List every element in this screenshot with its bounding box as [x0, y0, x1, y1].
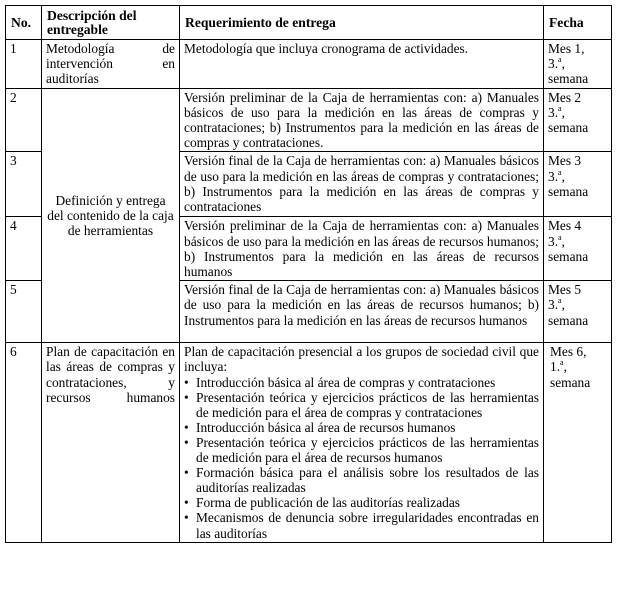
bullet-icon: •: [184, 435, 189, 451]
row-number: 2: [6, 88, 42, 152]
list-item: [184, 465, 539, 496]
row-requerimiento: Versión preliminar de la Caja de herramientas con: a) Manuales básicos de uso para la medición en las áreas de compras y contrataciones; b) Instrumentos para la medición en las áreas de compras y contrataciones.: [180, 88, 544, 152]
bullet-icon: •: [184, 465, 189, 481]
row-requerimiento: Versión final de la Caja de herramientas con: a) Manuales básicos de uso para la medición en las áreas de compras y contrataciones; b) Instrumentos para la medición en las áreas de compras y contrataciones: [180, 152, 544, 217]
header-requerimiento: Requerimiento de entrega: [180, 6, 544, 40]
row-descripcion: Plan de capacitación en las áreas de compras y contrataciones, y recursos humanos: [42, 343, 180, 542]
fecha-ordinal-sup: a: [558, 296, 562, 306]
requerimiento-intro: Plan de capacitación presencial a los grupos de sociedad civil que incluya:: [184, 344, 539, 375]
row-fecha: [544, 343, 612, 542]
fecha-mes: Mes 4: [548, 218, 582, 234]
bullet-icon: •: [184, 389, 189, 405]
table-row: [6, 343, 612, 542]
deliverables-table: [5, 5, 612, 543]
fecha-ordinal-sup: a: [558, 55, 562, 65]
fecha-ordinal: 3.: [548, 168, 559, 184]
row-requerimiento: Versión preliminar de la Caja de herramientas con: a) Manuales básicos de uso para la medición en las áreas de recursos humanos; b) Instrumentos para la medición en las áreas de recursos humanos: [180, 217, 544, 281]
row-number: 4: [6, 217, 42, 281]
row-number: 3: [6, 152, 42, 217]
list-item: [184, 374, 539, 390]
row-fecha: [544, 152, 612, 217]
row-fecha: [544, 217, 612, 281]
fecha-semana: , semana: [548, 104, 589, 136]
bullet-icon: •: [184, 374, 189, 390]
fecha-mes: Mes 5: [548, 282, 582, 298]
list-item: [184, 419, 539, 435]
row-requerimiento: Versión final de la Caja de herramientas con: a) Manuales básicos de uso para la medición en las áreas de recursos humanos; b) Instrumentos para la medición en las áreas de recursos humanos: [180, 281, 544, 343]
fecha-semana: , semana: [548, 168, 589, 199]
header-no: No.: [6, 6, 42, 40]
fecha-semana: , semana: [548, 56, 589, 87]
list-item-text: Presentación teórica y ejercicios prácticos de las herramientas de medición para el área de compras y contrataciones: [196, 389, 539, 420]
header-descripcion: Descripción del entregable: [42, 6, 180, 40]
list-item: [184, 510, 539, 541]
row-descripcion: Metodología de intervención en auditorías: [42, 40, 180, 89]
header-row: [6, 6, 612, 40]
fecha-ordinal-sup: a: [558, 167, 562, 177]
fecha-mes: Mes 1,: [548, 41, 585, 56]
row-requerimiento: [180, 343, 544, 542]
fecha-mes: Mes 3: [548, 153, 582, 169]
list-item: [184, 389, 539, 420]
row-fecha: [544, 88, 612, 152]
list-item-text: Introducción básica al área de compras y contrataciones: [196, 374, 496, 390]
list-item: [184, 435, 539, 466]
fecha-semana: , semana: [550, 359, 591, 390]
table-row: [6, 88, 612, 152]
row-number: 6: [6, 343, 42, 542]
fecha-semana: , semana: [548, 233, 589, 264]
fecha-ordinal: 1.: [550, 359, 561, 375]
bullet-icon: •: [184, 510, 189, 526]
fecha-ordinal: 3.: [548, 104, 559, 120]
fecha-ordinal: 3.: [548, 56, 559, 72]
list-item-text: Formación básica para el análisis sobre los resultados de las auditorías realizadas: [196, 465, 539, 496]
fecha-ordinal: 3.: [548, 233, 559, 249]
fecha-ordinal-sup: a: [558, 103, 562, 113]
row-number: 1: [6, 40, 42, 89]
list-item-text: Forma de publicación de las auditorías realizadas: [196, 495, 460, 511]
fecha-ordinal-sup: a: [560, 358, 564, 368]
list-item-text: Presentación teórica y ejercicios prácticos de las herramientas de medición para el área de recursos humanos: [196, 435, 539, 466]
fecha-ordinal: 3.: [548, 297, 559, 313]
list-item-text: Introducción básica al área de recursos humanos: [196, 419, 456, 435]
merged-descripcion-caja-herramientas: Definición y entrega del contenido de la caja de herramientas: [42, 88, 180, 343]
bullet-icon: •: [184, 419, 189, 435]
fecha-mes: Mes 6,: [550, 344, 587, 360]
row-requerimiento: Metodología que incluya cronograma de actividades.: [180, 40, 544, 89]
bullet-list: [184, 375, 539, 541]
list-item: [184, 495, 539, 511]
fecha-mes: Mes 2: [548, 89, 582, 105]
header-fecha: Fecha: [544, 6, 612, 40]
fecha-ordinal-sup: a: [558, 232, 562, 242]
bullet-icon: •: [184, 495, 189, 511]
row-fecha: [544, 40, 612, 89]
row-fecha: [544, 281, 612, 343]
fecha-semana: , semana: [548, 297, 589, 328]
list-item-text: Mecanismos de denuncia sobre irregularidades encontradas en las auditorías: [196, 510, 539, 541]
table-row: [6, 40, 612, 89]
row-number: 5: [6, 281, 42, 343]
